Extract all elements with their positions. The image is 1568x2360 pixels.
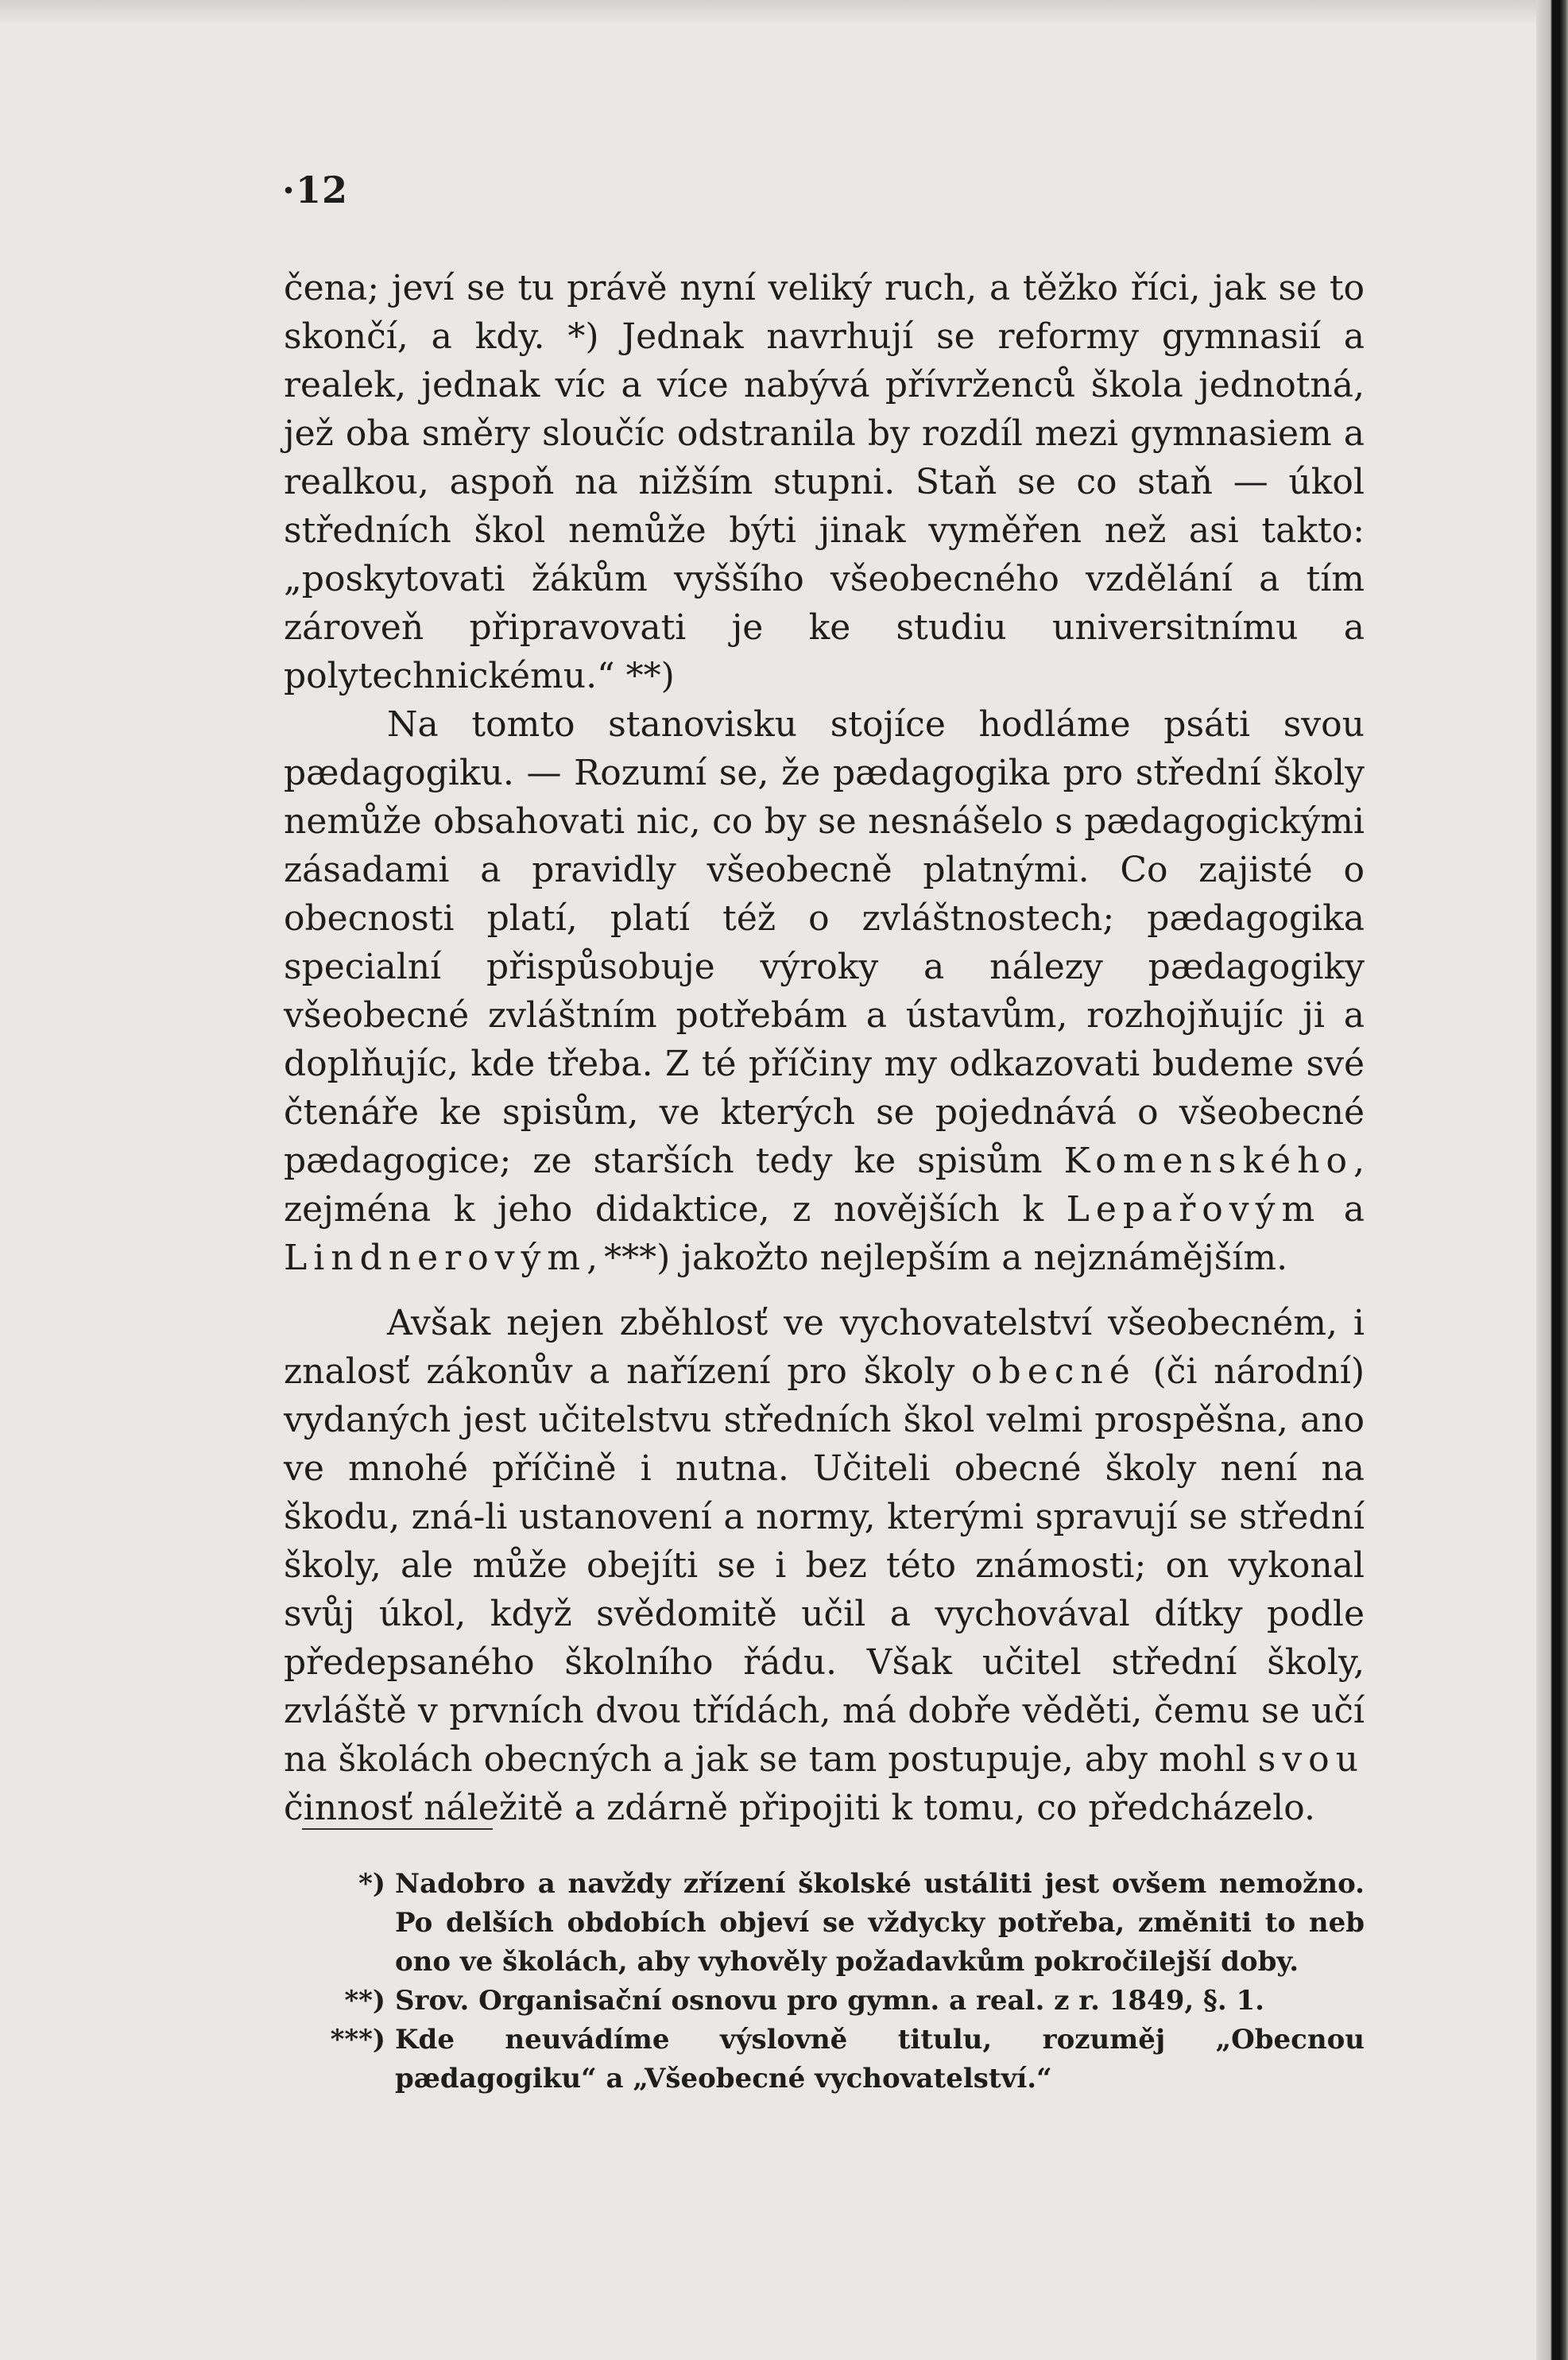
page-number: ·12 — [282, 169, 349, 211]
name-komensky: Komenského — [1063, 1141, 1353, 1181]
paragraph-3 — [284, 1299, 1365, 1832]
main-text — [284, 264, 1365, 1832]
footnote-3-text: Kde neuvádíme výslovně titulu, rozuměj „Obecnou pædagogiku“ a „Všeobecné vychovatelství.“ — [395, 2024, 1365, 2095]
page-number-value: 12 — [296, 169, 349, 211]
emphasis-obecne: obecné — [971, 1351, 1136, 1392]
footnote-1-text: Nadobro a navždy zřízení školské ustáliti jest ovšem nemožno. Po delších obdobích objeví se vždycky potřeba, změniti to neb ono ve školách, aby vyhověly požadavkům pokročilejší doby. — [395, 1868, 1365, 1978]
name-lindner: Lindnerovým, — [284, 1238, 605, 1278]
scan-page-edge — [1536, 0, 1568, 2360]
footnote-3 — [284, 2021, 1365, 2098]
footnote-3-mark: ***) — [330, 2024, 385, 2056]
footnote-divider — [302, 1828, 493, 1830]
name-lepar: Lepařovým — [1066, 1189, 1322, 1230]
paragraph-2-mid-2: a — [1343, 1189, 1365, 1230]
footnote-2-text: Srov. Organisační osnovu pro gymn. a real. z r. 1849, §. 1. — [395, 1985, 1264, 2017]
paragraph-3-middle: (či národní) vydaných jest učitelstvu středních škol velmi prospěšna, ano ve mnohé příčině i nutna. Učiteli obecné školy není na škodu, zná-li ustanovení a normy, kterými spravují se střední školy, ale může obejíti se i bez této známosti; on vykonal svůj úkol, když svědomitě učil a vychovával dítky podle předepsaného školního řádu. Však učitel střední školy, zvláště v prvních dvou třídách, má dobře věděti, čemu se učí na školách obecných a jak se tam postupuje, aby mohl — [284, 1351, 1365, 1780]
paragraph-3-after: činnosť náležitě a zdárně připojiti k tomu, co předcházelo. — [284, 1788, 1315, 1828]
footnote-2-mark: **) — [344, 1985, 385, 2017]
paragraph-2-text: Na tomto stanovisku stojíce hodláme psáti svou pædagogiku. — Rozumí se, že pædagogika pro střední školy nemůže obsahovati nic, co by se nesnášelo s pædagogickými zásadami a pravidly všeobecně platnými. Co zajisté o obecnosti platí, platí též o zvláštnostech; pædagogika specialní přispůsobuje výroky a nálezy pædagogiky všeobecné zvláštním potřebám a ústavům, rozhojňujíc ji a doplňujíc, kde třeba. Z té příčiny my odkazovati budeme své čtenáře ke spisům, ve kterých se pojednává o všeobecné pædagogice; ze starších tedy ke spisům — [284, 704, 1365, 1181]
paragraph-1: čena; jeví se tu právě nyní veliký ruch, a těžko říci, jak se to skončí, a kdy. *) Jednak navrhují se reformy gymnasií a realek, jednak víc a více nabývá přívrženců škola jednotná, jež oba směry sloučíc odstranila by rozdíl mezi gymnasiem a realkou, aspoň na nižším stupni. Staň se co staň — úkol středních škol nemůže býti jinak vyměřen než asi takto: „poskytovati žákům vyššího všeobecného vzdělání a tím zároveň připravovati je ke studiu universitnímu a polytechnickému.“ **) — [284, 268, 1365, 696]
emphasis-svou: svou — [1257, 1739, 1365, 1780]
footnote-2 — [284, 1982, 1365, 2021]
footnote-1-mark: *) — [358, 1868, 385, 1900]
paragraph-2 — [284, 700, 1365, 1282]
paragraph-3-before: Avšak nejen zběhlosť ve vychovatelství všeobecném, i znalosť zákonův a nařízení pro školy — [284, 1303, 1365, 1392]
scan-top-shadow — [0, 0, 1536, 24]
footnote-1 — [284, 1865, 1365, 1982]
footnotes — [284, 1865, 1365, 2098]
paragraph-2-mid-1: , zejména k jeho didaktice, z novějších k — [284, 1141, 1365, 1230]
paragraph-2-tail: ***) jakožto nejlepším a nejznámějším. — [604, 1238, 1288, 1278]
